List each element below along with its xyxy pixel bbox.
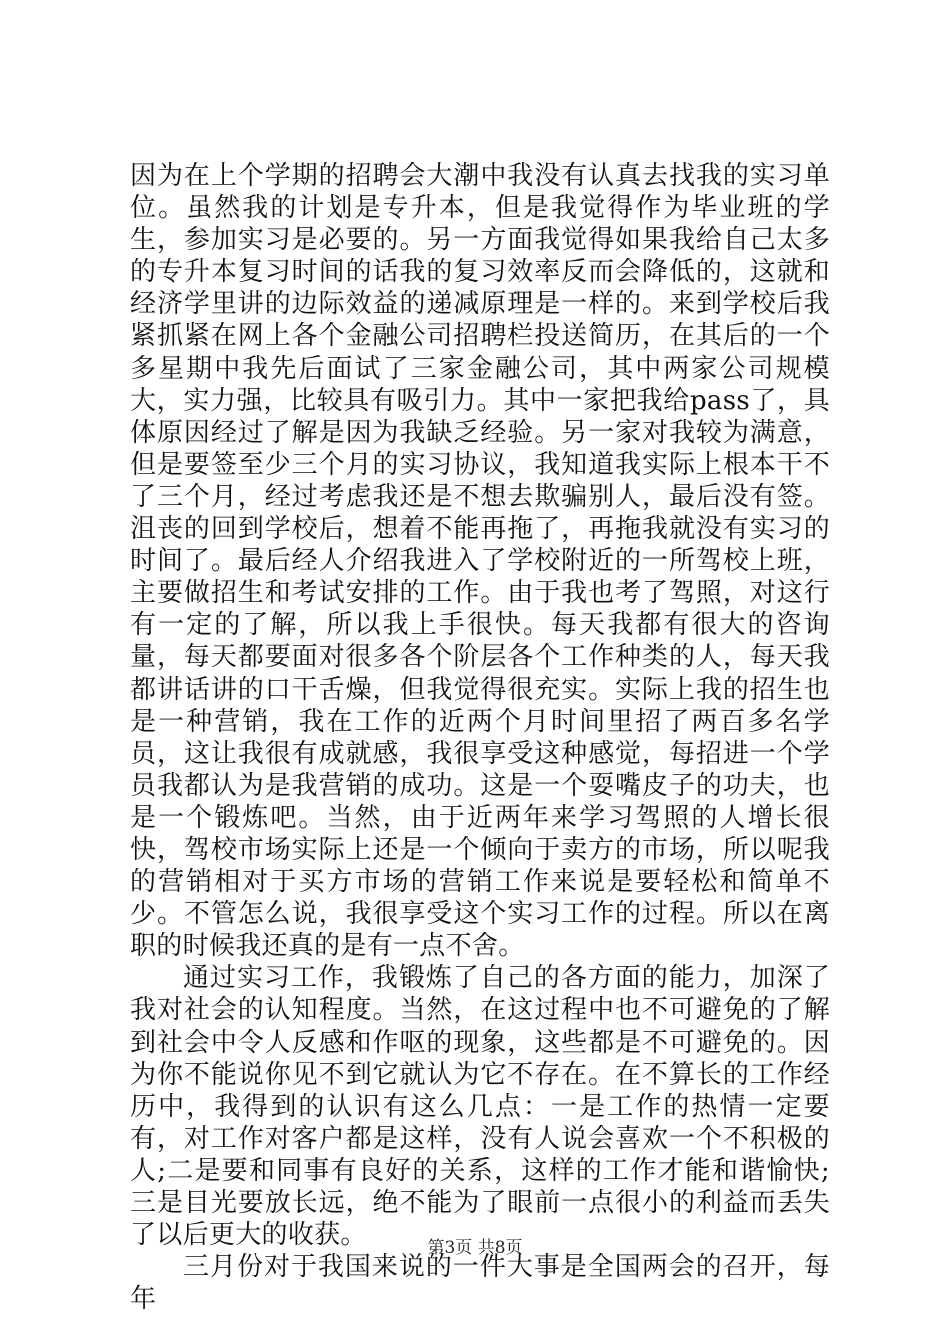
paragraph-3: 三月份对于我国来说的一件大事是全国两会的召开，每年 <box>130 1252 830 1315</box>
paragraph-1: 因为在上个学期的招聘会大潮中我没有认真去找我的实习单位。虽然我的计划是专升本，但是我觉得作为毕业班的学生，参加实习是必要的。另一方面我觉得如果我给自己太多的专升本复习时间的话我的复习效率反而会降低的，这就和经济学里讲的边际效益的递减原理是一样的。来到学校后我紧抓紧在网上各个金融公司招聘栏投送简历，在其后的一个多星期中我先后面试了三家金融公司，其中两家公司规模大，实力强，比较具有吸引力。其中一家把我给pass了，具体原因经过了解是因为我缺乏经验。另一家对我较为满意，但是要签至少三个月的实习协议，我知道我实际上根本干不了三个月，经过考虑我还是不想去欺骗别人，最后没有签。沮丧的回到学校后，想着不能再拖了，再拖我就没有实习的时间了。最后经人介绍我进入了学校附近的一所驾校上班，主要做招生和考试安排的工作。由于我也考了驾照，对这行有一定的了解，所以我上手很快。每天我都有很大的咨询量，每天都要面对很多各个阶层各个工作种类的人，每天我都讲话讲的口干舌燥，但我觉得很充实。实际上我的招生也是一种营销，我在工作的近两个月时间里招了两百多名学员，这让我很有成就感，我很享受这种感觉，每招进一个学员我都认为是我营销的成功。这是一个耍嘴皮子的功夫，也是一个锻炼吧。当然，由于近两年来学习驾照的人增长很快，驾校市场实际上还是一个倾向于卖方的市场，所以呢我的营销相对于买方市场的营销工作来说是要轻松和简单不少。不管怎么说，我很享受这个实习工作的过程。所以在离职的时候我还真的是有一点不舍。 <box>130 161 830 962</box>
paragraph-2: 通过实习工作，我锻炼了自己的各方面的能力，加深了我对社会的认知程度。当然，在这过程中也不可避免的了解到社会中令人反感和作呕的现象，这些都是不可避免的。因为你不能说你见不到它就认为它不存在。在不算长的工作经历中，我得到的认识有这么几点：一是工作的热情一定要有，对工作对客户都是这样，没有人说会喜欢一个不积极的人;二是要和同事有良好的关系，这样的工作才能和谐愉快;三是目光要放长远，绝不能为了眼前一点很小的利益而丢失了以后更大的收获。 <box>130 963 830 1251</box>
document-body <box>130 160 830 1315</box>
page-number-footer: 第3页 共8页 <box>427 1238 523 1258</box>
